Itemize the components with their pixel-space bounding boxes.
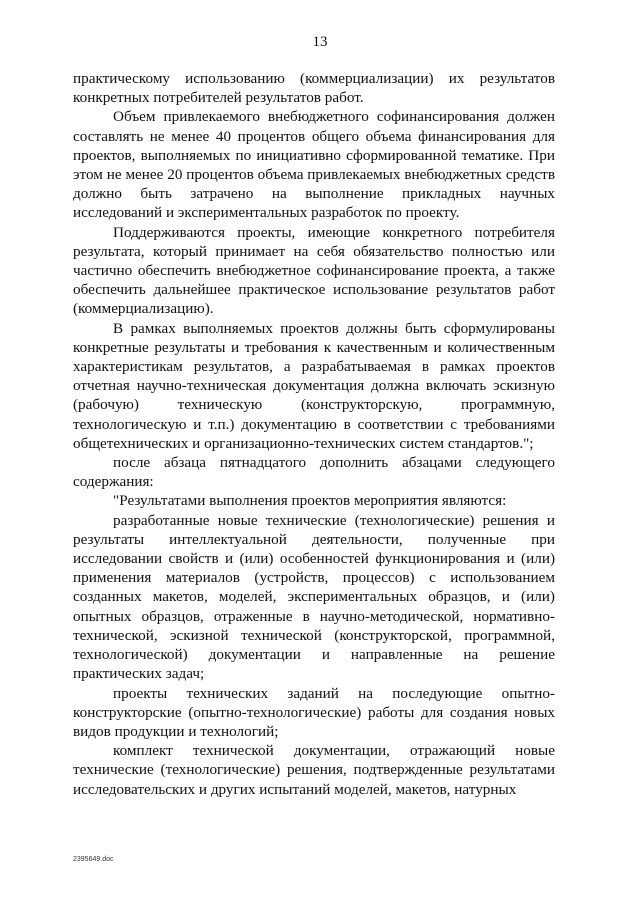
- document-body: [73, 69, 555, 799]
- paragraph-cofinancing: Объем привлекаемого внебюджетного софинансирования должен составлять не менее 40 процентов общего объема финансирования для проектов, выполняемых по инициативно сформированной тематике. При этом не менее 20 процентов объема привлекаемых внебюджетных средств должно быть затрачено на выполнение прикладных научных исследований и экспериментальных разработок по проекту.: [73, 108, 555, 222]
- page-number: 13: [312, 34, 328, 50]
- paragraph-amendment-intro: после абзаца пятнадцатого дополнить абзацами следующего содержания:: [73, 454, 555, 491]
- paragraph-documentation-set: комплект технической документации, отражающий новые технические (технологические) решения, подтвержденные результатами исследовательских и других испытаний моделей, макетов, натурных: [73, 742, 555, 798]
- paragraph-technical-specs: проекты технических заданий на последующие опытно-конструкторские (опытно-технологические) работы для создания новых видов продукции и технологий;: [73, 684, 555, 740]
- paragraph-consumer-support: Поддерживаются проекты, имеющие конкретного потребителя результата, который принимает на себя обязательство полностью или частично обеспечить внебюджетное софинансирование проекта, а также обеспечить дальнейшее практическое использование результатов работ (коммерциализацию).: [73, 223, 555, 318]
- paragraph-continuation: практическому использованию (коммерциализации) их результатов конкретных потребителей результатов работ.: [73, 70, 555, 107]
- paragraph-project-results: В рамках выполняемых проектов должны быть сформулированы конкретные результаты и требования к качественным и количественным характеристикам результатов, а разрабатываемая в рамках проектов отчетная научно-техническая документация должна включать эскизную (рабочую) техническую (конструкторскую, программную, технологическую и т.п.) документацию в соответствии с требованиями общетехнических и организационно-технических систем стандартов.";: [73, 319, 555, 452]
- paragraph-technical-solutions: разработанные новые технические (технологические) решения и результаты интеллектуальной деятельности, полученные при исследовании свойств и (или) особенностей функционирования и (или) применения материалов (устройств, процессов) с использованием созданных макетов, моделей, экспериментальных образцов, и (или) опытных образцов, отраженные в научно-методической, нормативно-технической, эскизной технической (конструкторской, программной, технологической) документации и направленные на решение практических задач;: [73, 511, 555, 683]
- document-file-id: 2395649.doc: [73, 856, 114, 863]
- paragraph-results-heading: "Результатами выполнения проектов мероприятия являются:: [113, 492, 507, 510]
